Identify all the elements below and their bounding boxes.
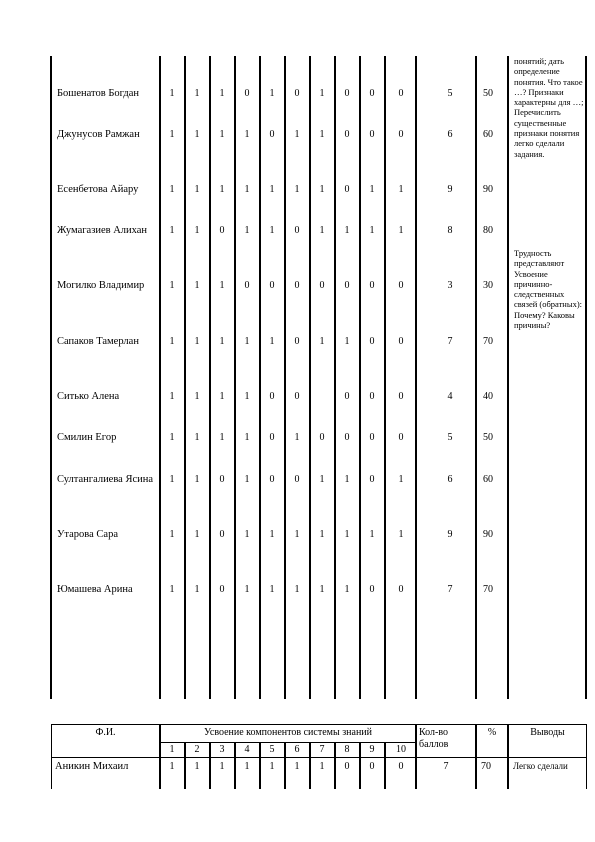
component-mark: 0 [244, 280, 250, 291]
component-mark: 1 [244, 529, 250, 540]
component-mark: 1 [194, 184, 200, 195]
component-mark: 1 [244, 336, 250, 347]
component-number: 8 [344, 744, 350, 755]
component-mark: 1 [219, 761, 225, 772]
component-mark: 1 [294, 129, 300, 140]
component-mark: 0 [219, 474, 225, 485]
student-name: Бошенатов Богдан [57, 88, 140, 99]
percent-score: 30 [483, 280, 493, 291]
component-mark: 1 [344, 474, 350, 485]
component-mark: 1 [294, 761, 300, 772]
component-mark: 1 [169, 280, 175, 291]
component-mark: 1 [369, 184, 375, 195]
total-score: 7 [447, 584, 453, 595]
component-mark: 0 [344, 391, 350, 402]
component-mark: 0 [344, 88, 350, 99]
component-mark: 1 [194, 129, 200, 140]
component-mark: 1 [169, 336, 175, 347]
component-mark: 1 [398, 184, 404, 195]
component-mark: 1 [219, 391, 225, 402]
conclusion-text: Легко сделали [513, 761, 568, 771]
component-mark: 1 [269, 184, 275, 195]
table1-col-divider [284, 56, 286, 699]
total-score: 5 [447, 432, 453, 443]
component-mark: 0 [294, 280, 300, 291]
component-number: 4 [244, 744, 250, 755]
component-mark: 0 [369, 280, 375, 291]
component-mark: 0 [269, 280, 275, 291]
component-mark: 0 [269, 474, 275, 485]
component-mark: 0 [369, 391, 375, 402]
component-mark: 1 [244, 129, 250, 140]
component-mark: 1 [169, 761, 175, 772]
component-mark: 0 [398, 761, 404, 772]
component-mark: 1 [294, 529, 300, 540]
table1-col-divider [309, 56, 311, 699]
component-number: 2 [194, 744, 200, 755]
component-mark: 1 [219, 280, 225, 291]
student-name: Жумагазиев Алихан [57, 225, 148, 236]
component-mark: 0 [319, 432, 325, 443]
component-mark: 1 [319, 225, 325, 236]
component-mark: 1 [244, 184, 250, 195]
component-mark: 1 [219, 336, 225, 347]
student-name: Ситько Алена [57, 391, 120, 402]
component-mark: 1 [169, 129, 175, 140]
component-mark: 0 [398, 391, 404, 402]
percent-score: 40 [483, 391, 493, 402]
component-mark: 1 [194, 336, 200, 347]
component-number: 5 [269, 744, 275, 755]
total-score: 4 [447, 391, 453, 402]
percent-score: 70 [483, 584, 493, 595]
total-score: 7 [443, 761, 449, 772]
percent-score: 60 [483, 474, 493, 485]
component-mark: 1 [244, 391, 250, 402]
component-mark: 1 [194, 225, 200, 236]
component-number: 6 [294, 744, 300, 755]
component-mark: 1 [269, 336, 275, 347]
header-conclusions: Выводы [530, 727, 565, 738]
header-name: Ф.И. [95, 727, 116, 738]
component-mark: 1 [398, 529, 404, 540]
table2-col-divider [359, 742, 361, 789]
component-mark: 0 [398, 432, 404, 443]
header-percent: % [487, 727, 497, 738]
conclusion-note-bottom: Трудность представляют Усвоение причинно-следственных связей (обратных): Почему? Каковы причины? [514, 248, 583, 331]
component-mark: 1 [194, 391, 200, 402]
component-mark: 1 [169, 391, 175, 402]
component-mark: 0 [398, 336, 404, 347]
total-score: 5 [447, 88, 453, 99]
component-mark: 1 [219, 129, 225, 140]
table1-col-divider [384, 56, 386, 699]
component-mark: 0 [398, 584, 404, 595]
component-mark: 1 [244, 474, 250, 485]
component-mark: 0 [294, 336, 300, 347]
table2-col-divider [309, 742, 311, 789]
student-name: Есенбетова Айару [57, 184, 139, 195]
student-name: Джунусов Рамжан [57, 129, 140, 140]
component-mark: 0 [219, 225, 225, 236]
component-mark: 1 [219, 432, 225, 443]
table2-col-divider [259, 742, 261, 789]
component-mark: 1 [319, 584, 325, 595]
component-mark: 1 [319, 129, 325, 140]
component-mark: 0 [294, 88, 300, 99]
component-mark: 1 [294, 184, 300, 195]
component-number: 1 [169, 744, 175, 755]
component-mark: 1 [194, 432, 200, 443]
component-mark: 1 [244, 225, 250, 236]
component-mark: 1 [269, 225, 275, 236]
table1-col-divider [234, 56, 236, 699]
component-mark: 1 [244, 432, 250, 443]
table1-col-divider [159, 56, 161, 699]
table1-col-divider [184, 56, 186, 699]
total-score: 6 [447, 474, 453, 485]
table2-col-divider [334, 742, 336, 789]
component-number: 3 [219, 744, 225, 755]
table2-col-divider [284, 742, 286, 789]
component-mark: 1 [269, 584, 275, 595]
table1-col-divider [475, 56, 477, 699]
component-mark: 0 [344, 129, 350, 140]
component-mark: 1 [169, 184, 175, 195]
component-mark: 1 [219, 88, 225, 99]
total-score: 7 [447, 336, 453, 347]
component-mark: 0 [244, 88, 250, 99]
component-mark: 0 [369, 88, 375, 99]
component-mark: 0 [344, 184, 350, 195]
component-mark: 1 [319, 336, 325, 347]
component-mark: 1 [369, 225, 375, 236]
table2-col-divider [415, 724, 417, 789]
percent-score: 80 [483, 225, 493, 236]
component-mark: 1 [294, 432, 300, 443]
table1-col-divider [359, 56, 361, 699]
header-knowledge-components: Усвоение компонентов системы знаний [204, 727, 372, 738]
component-mark: 1 [169, 584, 175, 595]
table1-col-divider [209, 56, 211, 699]
component-number: 9 [369, 744, 375, 755]
student-name: Смилин Егор [57, 432, 117, 443]
total-score: 9 [447, 184, 453, 195]
percent-score: 50 [483, 432, 493, 443]
component-mark: 0 [269, 391, 275, 402]
component-mark: 1 [194, 280, 200, 291]
component-mark: 0 [369, 474, 375, 485]
table1-col-divider [259, 56, 261, 699]
component-mark: 1 [344, 584, 350, 595]
component-mark: 0 [369, 129, 375, 140]
component-number: 10 [396, 744, 406, 755]
component-mark: 0 [369, 761, 375, 772]
header-total: Кол-во баллов [419, 727, 449, 750]
component-mark: 1 [194, 529, 200, 540]
table2-col-divider [184, 742, 186, 789]
percent-score: 70 [481, 761, 491, 772]
component-mark: 1 [319, 184, 325, 195]
component-mark: 1 [398, 474, 404, 485]
component-mark: 0 [369, 336, 375, 347]
component-mark: 0 [369, 432, 375, 443]
student-name: Утарова Сара [57, 529, 118, 540]
component-mark: 1 [269, 761, 275, 772]
total-score: 8 [447, 225, 453, 236]
student-name: Могилко Владимир [57, 280, 145, 291]
component-mark: 1 [194, 761, 200, 772]
component-mark: 0 [319, 280, 325, 291]
table2-col-divider [209, 742, 211, 789]
table1-col-divider [415, 56, 417, 699]
component-mark: 1 [169, 474, 175, 485]
component-mark: 1 [319, 529, 325, 540]
table1-left-border [50, 56, 52, 699]
component-mark: 1 [269, 88, 275, 99]
component-mark: 1 [219, 184, 225, 195]
table2-col-divider [234, 742, 236, 789]
component-mark: 1 [319, 88, 325, 99]
table2-col-divider [384, 742, 386, 789]
component-mark: 0 [398, 88, 404, 99]
component-mark: 1 [169, 88, 175, 99]
component-mark: 0 [344, 432, 350, 443]
component-mark: 0 [269, 129, 275, 140]
student-name: Юмашева Арина [57, 584, 133, 595]
component-mark: 0 [294, 225, 300, 236]
component-mark: 1 [194, 88, 200, 99]
component-mark: 1 [194, 584, 200, 595]
percent-score: 70 [483, 336, 493, 347]
component-mark: 1 [194, 474, 200, 485]
component-mark: 0 [219, 584, 225, 595]
percent-score: 60 [483, 129, 493, 140]
table1-col-divider [334, 56, 336, 699]
component-mark: 0 [344, 761, 350, 772]
student-name: Сапаков Тамерлан [57, 336, 139, 347]
percent-score: 50 [483, 88, 493, 99]
component-number: 7 [319, 744, 325, 755]
component-mark: 0 [294, 474, 300, 485]
table1-col-divider [507, 56, 509, 699]
table2-subheader-line [160, 742, 416, 743]
student-name: Аникин Михаил [55, 761, 129, 772]
component-mark: 1 [319, 761, 325, 772]
total-score: 3 [447, 280, 453, 291]
component-mark: 0 [269, 432, 275, 443]
component-mark: 1 [169, 225, 175, 236]
component-mark: 1 [319, 474, 325, 485]
total-score: 9 [447, 529, 453, 540]
component-mark: 1 [344, 529, 350, 540]
total-score: 6 [447, 129, 453, 140]
percent-score: 90 [483, 529, 493, 540]
component-mark: 0 [344, 280, 350, 291]
component-mark: 0 [294, 391, 300, 402]
component-mark: 1 [169, 432, 175, 443]
component-mark: 1 [398, 225, 404, 236]
student-name: Султангалиева Ясина [57, 474, 154, 485]
component-mark: 0 [369, 584, 375, 595]
component-mark: 1 [169, 529, 175, 540]
component-mark: 1 [294, 584, 300, 595]
component-mark: 1 [244, 761, 250, 772]
component-mark: 0 [219, 529, 225, 540]
percent-score: 90 [483, 184, 493, 195]
component-mark: 1 [269, 529, 275, 540]
component-mark: 1 [344, 225, 350, 236]
component-mark: 1 [244, 584, 250, 595]
conclusion-note-top: понятий; дать определение понятия. Что такое …? Признаки характерны для …; Перечислить существенные признаки понятия легко сделали задания. [514, 56, 584, 159]
component-mark: 1 [369, 529, 375, 540]
component-mark: 0 [398, 280, 404, 291]
component-mark: 0 [398, 129, 404, 140]
table2-right-border [586, 724, 587, 789]
component-mark: 1 [344, 336, 350, 347]
